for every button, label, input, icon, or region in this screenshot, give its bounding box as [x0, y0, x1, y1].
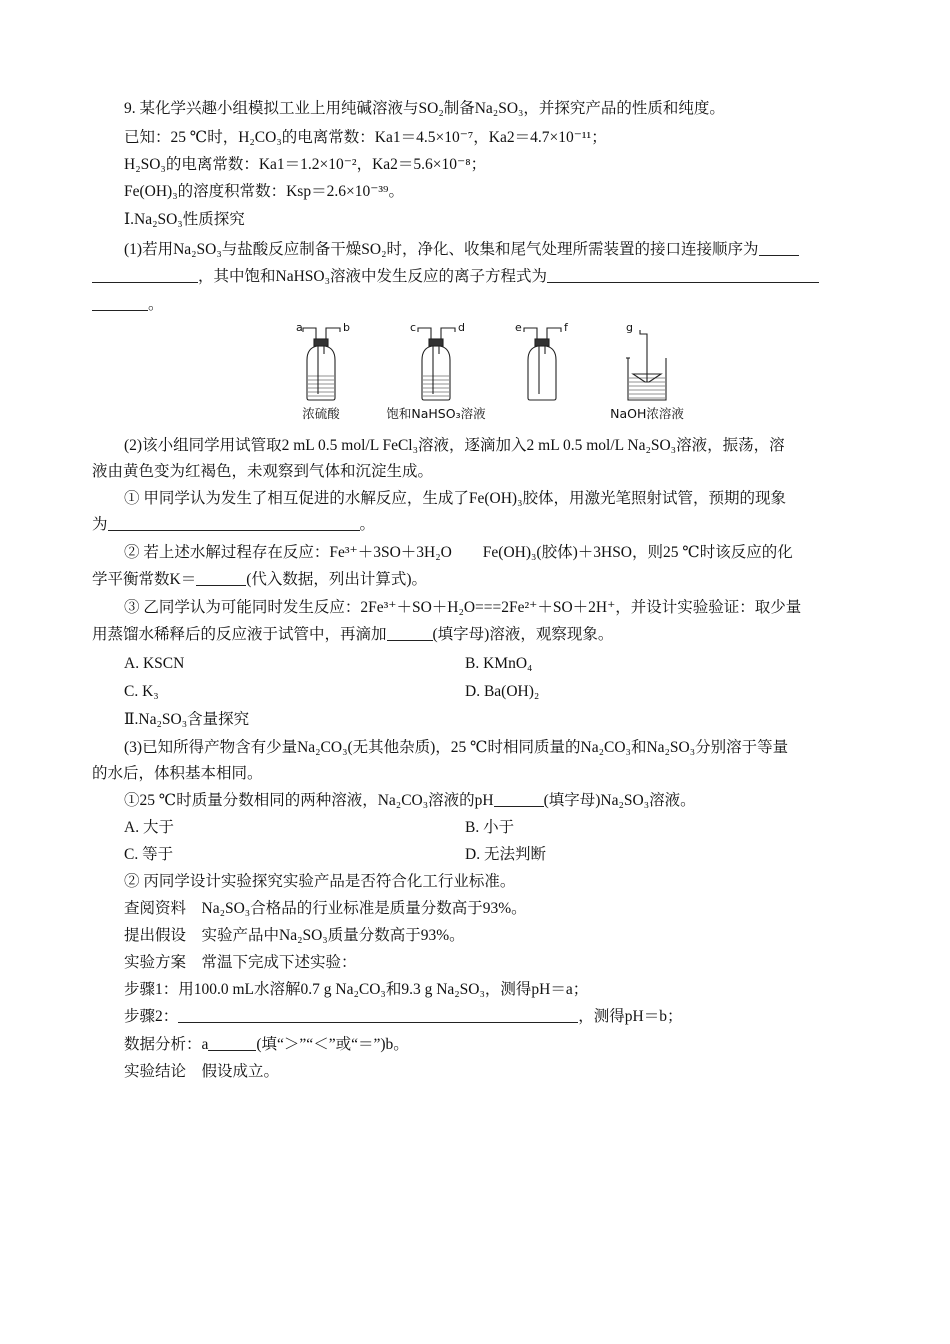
known-feoh3: Fe(OH)₃的溶度积常数：Ksp＝2.6×10⁻³⁹。 [124, 183, 404, 200]
port-b: b [343, 321, 350, 334]
beaker-naoh [626, 330, 666, 400]
q2b-line2 [92, 570, 427, 590]
q2-line2: 液由黄色变为红褐色，未观察到气体和沉淀生成。 [92, 463, 434, 480]
answer-blank[interactable] [759, 241, 799, 256]
q3a-end: (填字母)Na₂SO₃溶液。 [543, 792, 696, 809]
option-c[interactable]: C. 等于 [124, 846, 174, 863]
question-title: 9. 某化学兴趣小组模拟工业上用纯碱溶液与SO₂制备Na₂SO₃，并探究产品的性质和纯度。 [124, 100, 725, 117]
step2-line [124, 1007, 682, 1027]
answer-blank[interactable] [92, 296, 148, 311]
option-d[interactable]: D. 无法判断 [465, 846, 546, 863]
port-e: e [515, 321, 522, 334]
q2a-end: 。 [359, 516, 376, 533]
answer-blank[interactable] [494, 792, 544, 807]
port-f: f [564, 321, 568, 334]
label-naoh: NaOH浓溶液 [610, 406, 684, 421]
part2-heading: Ⅱ.Na₂SO₃含量探究 [124, 711, 250, 728]
q1-line2 [92, 267, 819, 287]
hypothesis-line: 提出假设 实验产品中Na₂SO₃质量分数高于93%。 [124, 927, 465, 944]
step2-prefix: 步骤2： [124, 1008, 179, 1025]
apparatus-figure [285, 318, 695, 426]
q2b-prefix: 学平衡常数K＝ [92, 571, 197, 588]
answer-blank[interactable] [387, 626, 433, 641]
lookup-line: 查阅资料 Na₂SO₃合格品的行业标准是质量分数高于93%。 [124, 900, 527, 917]
bottle-empty [524, 328, 561, 400]
bottle-nahso3 [418, 328, 455, 400]
known-h2co3: 已知：25 ℃时，H₂CO₃的电离常数：Ka1＝4.5×10⁻⁷，Ka2＝4.7×10⁻¹¹； [124, 129, 607, 146]
port-a: a [296, 321, 303, 334]
analysis-end: (填“＞”“＜”或“＝”)b。 [256, 1036, 409, 1053]
label-conc-sulfuric: 浓硫酸 [302, 406, 340, 421]
option-b[interactable]: B. KMnO₄ [465, 655, 533, 672]
q1-end: 。 [148, 296, 164, 313]
bottle-conc-sulfuric [303, 328, 340, 400]
q3b-line: ② 丙同学设计实验探究实验产品是否符合化工行业标准。 [124, 873, 516, 890]
q3-line2: 的水后，体积基本相同。 [92, 765, 263, 782]
q2-line1: (2)该小组同学用试管取2 mL 0.5 mol/L FeCl₃溶液，逐滴加入2 mL 0.5 mol/L Na₂SO₃溶液，振荡，溶 [124, 437, 785, 454]
q2c-line1: ③ 乙同学认为可能同时发生反应：2Fe³⁺＋SO＋H₂O===2Fe²⁺＋SO＋2H⁺，并设计实验验证：取少量 [124, 599, 802, 616]
option-c[interactable]: C. K₃ [124, 683, 159, 700]
answer-blank[interactable] [196, 571, 246, 586]
q2a-line2 [92, 515, 375, 535]
analysis-line [124, 1035, 409, 1055]
q2c-end: (填字母)溶液，观察现象。 [432, 626, 614, 643]
option-d[interactable]: D. Ba(OH)₂ [465, 683, 540, 700]
conclusion-line: 实验结论 假设成立。 [124, 1063, 280, 1080]
label-nahso3: 饱和NaHSO₃溶液 [386, 406, 486, 421]
q2c-line2 [92, 625, 613, 645]
port-c: c [410, 321, 417, 334]
answer-blank[interactable] [108, 516, 360, 531]
option-b[interactable]: B. 小于 [465, 819, 515, 836]
port-g: g [626, 321, 633, 334]
q3-line1: (3)已知所得产物含有少量Na₂CO₃(无其他杂质)，25 ℃时相同质量的Na₂CO₃和Na₂SO₃分别溶于等量 [124, 739, 789, 756]
plan-line: 实验方案 常温下完成下述实验： [124, 954, 357, 971]
step1-line: 步骤1：用100.0 mL水溶解0.7 g Na₂CO₃和9.3 g Na₂SO₃，测得pH＝a； [124, 981, 589, 998]
q2a-prefix: 为 [92, 516, 108, 533]
q2b-end: (代入数据，列出计算式)。 [246, 571, 428, 588]
q1-text: (1)若用Na₂SO₃与盐酸反应制备干燥SO₂时，净化、收集和尾气处理所需装置的接口连接顺序为 [124, 241, 759, 258]
answer-blank[interactable] [92, 268, 198, 283]
q2b-line1: ② 若上述水解过程存在反应：Fe³⁺＋3SO＋3H₂O Fe(OH)₃(胶体)＋3HSO，则25 ℃时该反应的化 [124, 544, 793, 561]
answer-blank[interactable] [547, 268, 819, 283]
q3a-line [124, 791, 696, 811]
q1-line1 [124, 240, 799, 260]
analysis-prefix: 数据分析：a [124, 1036, 209, 1053]
q2a-line1: ① 甲同学认为发生了相互促进的水解反应，生成了Fe(OH)₃胶体，用激光笔照射试管，预期的现象 [124, 490, 786, 507]
option-a[interactable]: A. 大于 [124, 819, 174, 836]
q2c-prefix: 用蒸馏水稀释后的反应液于试管中，再滴加 [92, 626, 387, 643]
part1-heading: Ⅰ.Na₂SO₃性质探究 [124, 211, 245, 228]
q1-text-2: ，其中饱和NaHSO₃溶液中发生反应的离子方程式为 [198, 268, 547, 285]
step2-end: ，测得pH＝b； [578, 1008, 683, 1025]
q1-line3 [92, 295, 164, 315]
q3a-prefix: ①25 ℃时质量分数相同的两种溶液，Na₂CO₃溶液的pH [124, 792, 494, 809]
option-a[interactable]: A. KSCN [124, 655, 185, 672]
answer-blank[interactable] [208, 1036, 256, 1051]
known-h2so3: H₂SO₃的电离常数：Ka1＝1.2×10⁻²，Ka2＝5.6×10⁻⁸； [124, 156, 487, 173]
port-d: d [458, 321, 465, 334]
answer-blank[interactable] [178, 1008, 578, 1023]
